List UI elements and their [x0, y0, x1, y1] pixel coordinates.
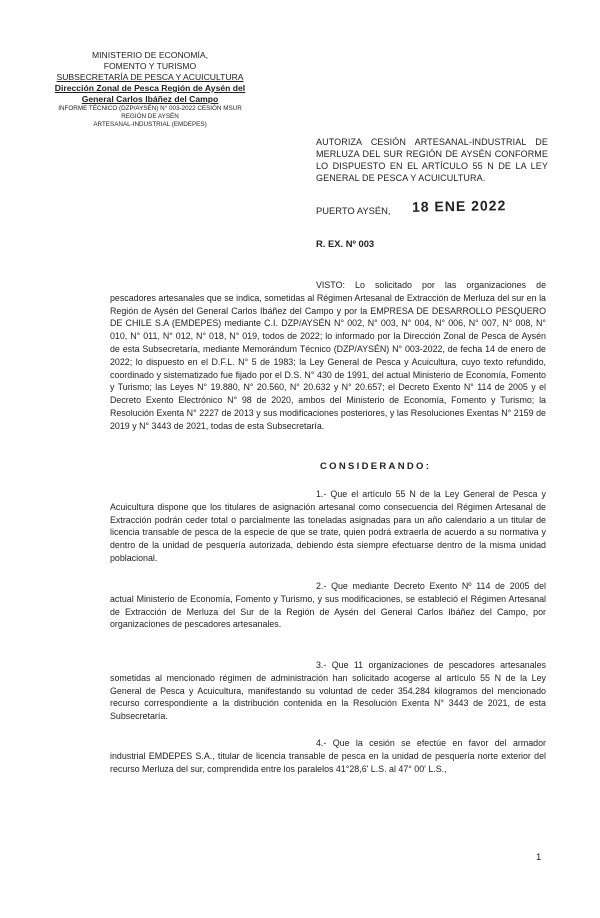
visto-paragraph: VISTO: Lo solicitado por las organizaciones de pescadores artesanales que se indica, sometidas al Régimen Artesanal de Extracción de Merluza del sur en la Región de Aysén del General Carlos Ibáñez del Campo y por la EMPRESA DE DESARROLLO PESQUERO DE CHILE S.A (EMDEPES) mediante C.I. DZP/AYSÉN N° 002, N° 003, N° 004, N° 006, N° 007, N° 008, N° 010, N° 011, N° 012, N° 018, N° 019, todos de 2022; lo informado por la Dirección Zonal de Pesca de Aysén de esta Subsecretaría, mediante Memorándum Técnico (DZP/AYSÉN) N° 003-2022, de fecha 14 de enero de 2022; lo dispuesto en el D.F.L. N° 5 de 1983; la Ley General de Pesca y Acuicultura, cuyo texto refundido, coordinado y sistematizado fue fijado por el D.S. N° 430 de 1991, del actual Ministerio de Economía, Fomento y Turismo; las Leyes N° 19.880, N° 20.560, N° 20.632 y N° 20.657; el Decreto Exento N° 114 de 2005 y el Decreto Exento Electrónico N° 98 de 2020, ambos del Ministerio de Economía, Fomento y Turismo; la Resolución Exenta N° 2227 de 2013 y sus modificaciones posteriores, y las Resoluciones Exentas N° 2159 de 2019 y N° 3443 de 2021, todas de esta Subsecretaría.: [110, 280, 546, 431]
technical-report-type: ARTESANAL-INDUSTRIAL (EMDEPES): [93, 121, 207, 128]
considerando-2: 2.- Que mediante Decreto Exento Nº 114 de 2005 del actual Ministerio de Economía, Fomento y Turismo, y sus modificaciones, se estableció el Régimen Artesanal de Extracción de Merluza del Sur de la Región de Aysén del General Carlos Ibáñez del Campo, por organizaciones de pescadores artesanales.: [110, 581, 546, 630]
considerando-1: 1.- Que el artículo 55 N de la Ley General de Pesca y Acuicultura dispone que los titulares de asignación artesanal como consecuencia del Régimen Artesanal de Extracción podrán ceder total o parcialmente las toneladas asignadas para un año calendario a un titular de licencia transable de pesca de la especie de que se trate, quien podrá extraerla de acuerdo a su normativa y dentro de la unidad de pesquería autorizada, debiendo ésta siempre efectuarse dentro de la misma unidad poblacional.: [110, 489, 546, 563]
zonal-directorate: Dirección Zonal de Pesca Región de Aysén del: [54, 83, 246, 93]
resolution-subject: AUTORIZA CESIÓN ARTESANAL-INDUSTRIAL DE MERLUZA DEL SUR REGIÓN DE AYSÉN CONFORME LO DISPUESTO EN EL ARTÍCULO 55 N DE LA LEY GENERAL DE PESCA Y ACUICULTURA.: [316, 137, 548, 183]
date-stamp: 18 ENE 2022: [411, 197, 507, 215]
considerando-4: 4.- Que la cesión se efectúe en favor del armador industrial EMDEPES S.A., titular de licencia transable de pesca en la unidad de pesquería norte exterior del recurso Merluza del sur, comprendida entre los paralelos 41°28,6' L.S. al 47° 00' L.S.,: [110, 738, 546, 774]
ministry-name: MINISTERIO DE ECONOMÍA,: [91, 50, 209, 60]
undersecretariat: SUBSECRETARÍA DE PESCA Y ACUICULTURA: [56, 72, 244, 82]
technical-report-ref: INFORME TÉCNICO (DZP/AYSÉN) N° 003-2022 CESIÓN MSUR: [58, 105, 242, 112]
considerando-heading: CONSIDERANDO:: [320, 461, 432, 472]
technical-report-region: REGIÓN DE AYSÉN: [121, 113, 179, 120]
resolution-number: R. EX. Nº 003: [316, 238, 375, 249]
considerando-3: 3.- Que 11 organizaciones de pescadores artesanales sometidas al mencionado régimen de administración han solicitado acogerse al artículo 55 N de la Ley General de Pesca y Acuicultura, manifestando su voluntad de ceder 354.284 kilogramos del mencionado recurso correspondiente a la distribución contenida en la Resolución Exenta N° 3443 de 2021, de esta Subsecretaría.: [110, 660, 546, 722]
letterhead: [40, 50, 260, 129]
ministry-name-2: FOMENTO Y TURISMO: [103, 61, 197, 71]
page-number: 1: [536, 852, 542, 863]
zonal-directorate-2: General Carlos Ibáñez del Campo: [81, 94, 219, 104]
place: PUERTO AYSÉN,: [316, 205, 391, 216]
